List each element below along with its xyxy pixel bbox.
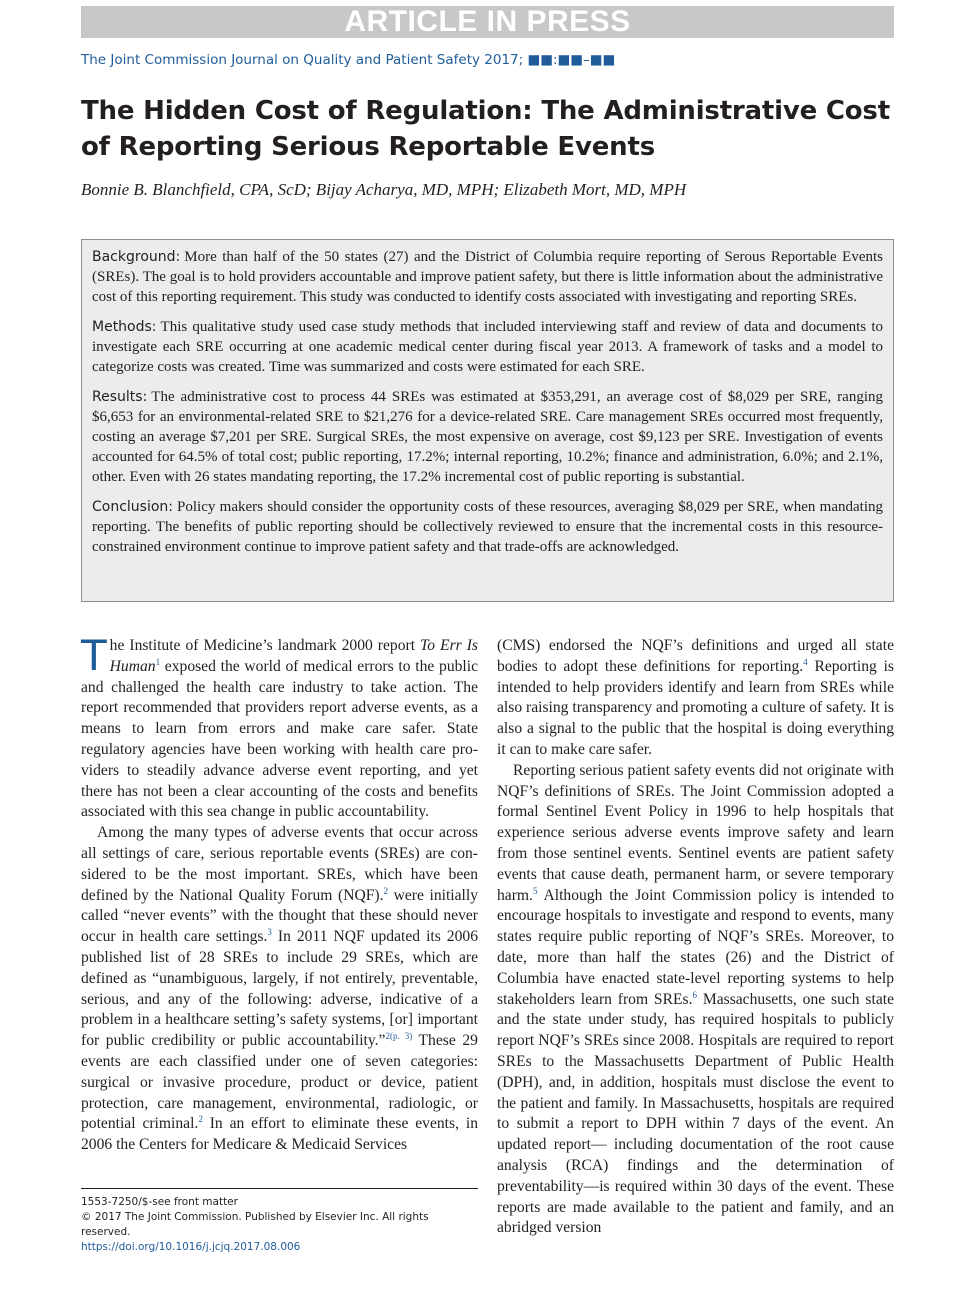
- body-column-right: [497, 636, 894, 1239]
- report-title: To Err Is Human: [109, 637, 478, 675]
- abstract-results: [92, 387, 883, 487]
- reference-link[interactable]: 2: [198, 1114, 203, 1125]
- abstract-conclusion: [92, 497, 883, 557]
- reference-link[interactable]: 1: [155, 656, 161, 667]
- text-run: (CMS) endorsed the NQF’s definitions and urged all state bodies to adopt these definitions for reporting.: [497, 637, 894, 675]
- conclusion-heading: Conclusion:: [92, 499, 174, 515]
- body-paragraph: [497, 636, 894, 761]
- text-run: These 29 events are each classified under one of seven categories: surgical or invasive procedure, product or device, patient protection, care management, environmental, radiologic, or potential criminal.: [81, 1032, 478, 1133]
- article-title: The Hidden Cost of Regulation: The Administrative Cost of Reporting Serious Reportable Events: [81, 96, 890, 162]
- reference-link[interactable]: 6: [692, 989, 697, 1000]
- text-run: Reporting serious patient safety events did not originate with NQF’s definitions of SREs. The Joint Commission adopted a formal Sentinel Event Policy in 1996 to help hospitals that experience serious adverse events improve safety and learn from those sentinel events. Sentinel events are patient safety events that cause death, permanent harm, or severe temporary harm.: [497, 761, 894, 904]
- conclusion-text: Policy makers should consider the opportunity costs of these resources, averaging $8,029 per SRE, when mandating reporting. The benefits of public reporting should be collectively reviewed to ensure that the incremental costs in this resource-constrained environment continue to improve patient safety and that trade-offs are acknowledged.: [92, 499, 883, 555]
- text-run: In 2011 NQF updated its 2006 published list of 28 SREs to include 29 SREs, which are defined as “unambiguous, largely, if not entirely, preventable, serious, and any of the following: adverse, indicative of a problem in a healthcare setting’s safety systems, [or] important for public credibility or public accountability.”: [81, 928, 478, 1050]
- text-run: Although the Joint Commission policy is intended to encourage hospitals to investigate and respond to events, many states require public reporting of NQF’s SREs. Moreover, to date, more than half the states (26) and the District of Columbia have enacted state-level reporting systems to help stakeholders learn from SREs.: [497, 886, 894, 1008]
- reference-link[interactable]: 4: [803, 656, 808, 667]
- copyright-line: © 2017 The Joint Commission. Published by Elsevier Inc. All rights reserved.: [81, 1211, 429, 1238]
- results-heading: Results:: [92, 389, 148, 405]
- drop-cap: T: [81, 631, 107, 680]
- author-list: Bonnie B. Blanchfield, CPA, ScD; Bijay Acharya, MD, MPH; Elizabeth Mort, MD, MPH: [81, 180, 687, 199]
- text-run: Reporting is intended to help providers identify and learn from SREs while also raising transparency and promoting a culture of safety. It is also a signal to the public that the hospital is doing everything it can to make care safer.: [497, 657, 894, 758]
- issn-line: 1553-7250/$-see front matter: [81, 1196, 238, 1208]
- reference-link[interactable]: 5: [532, 885, 538, 896]
- reference-link[interactable]: 3: [267, 927, 272, 938]
- text-run: he Institute of Medicine’s landmark 2000 report: [109, 637, 421, 654]
- abstract-methods: [92, 317, 883, 377]
- body-paragraph: [81, 631, 478, 823]
- text-run: were initially called “never events” with the thought that these should never occur in health care settings.: [81, 886, 478, 946]
- reference-link[interactable]: 2(p. 3): [385, 1031, 413, 1042]
- article-in-press-banner: ARTICLE IN PRESS: [81, 6, 894, 38]
- journal-citation[interactable]: The Joint Commission Journal on Quality and Patient Safety 2017; ■■:■■–■■: [81, 52, 616, 68]
- body-paragraph: [81, 823, 478, 1156]
- results-text: The administrative cost to process 44 SREs was estimated at $353,291, an average cost of $8,029 per SRE, ranging $6,653 for an environmental-related SRE to $21,276 for a device-related SRE. Care management SREs occurred most frequently, costing an average $7,201 per SRE. Surgical SREs, the most expensive on average, cost $9,123 per SRE. Investigation of events accounted for 64.5% of total cost; public reporting, 17.2%; internal reporting, 10.2%; finance and administration, 6.0%; and 2.1%, other. Even with 26 states mandating reporting, the 17.2% incremental cost of public reporting is substantial.: [92, 389, 883, 485]
- methods-text: This qualitative study used case study methods that included interviewing staff and review of data and documents to investigate each SRE occurring at one academic medical center during fiscal year 2013. A framework of tasks and a model to categorize costs was created. Time was summarized and costs were estimated for each SRE.: [92, 319, 883, 375]
- body-paragraph: [497, 761, 894, 1239]
- methods-heading: Methods:: [92, 319, 157, 335]
- body-column-left: [81, 631, 478, 1156]
- text-run: In an effort to eliminate these events, in 2006 the Centers for Medicare & Medicaid Services: [81, 1115, 478, 1154]
- reference-link[interactable]: 2: [383, 885, 388, 896]
- background-text: More than half of the 50 states (27) and the District of Columbia require reporting of Serous Reportable Events (SREs). The goal is to hold providers accountable and improve patient safety, but there is little information about the administrative cost of this reporting requirement. This study was conducted to identify costs associated with investigating and reporting SREs.: [92, 249, 883, 305]
- doi-link[interactable]: https://doi.org/10.1016/j.jcjq.2017.08.006: [81, 1241, 301, 1253]
- abstract-box: [81, 239, 894, 602]
- text-run: exposed the world of medical errors to the public and challenged the health care industry to take action. The report recommended that providers report adverse events, as a means to learn from errors and make care safer. State regulatory agencies have been working with health care providers to steadily advance adverse event reporting, and yet there has not been a clear accounting of the costs and benefits associated with this sea change in public accountability.: [81, 657, 478, 821]
- footnote: [81, 1195, 478, 1255]
- footnote-divider: [81, 1188, 478, 1189]
- background-heading: Background:: [92, 249, 181, 265]
- text-run: Among the many types of adverse events that occur across all settings of care, serious reportable events (SREs) are considered to be the most important. SREs, which have been defined by the National Quality Forum (NQF).: [81, 824, 478, 904]
- abstract-background: [92, 247, 883, 307]
- text-run: Massachusetts, one such state and the state under study, has required hospitals to publicly report NQF’s SREs since 2008. Hospitals are required to report SREs to the Massachusetts Department of Public Health (DPH), and, in addition, hospitals must disclose the event to the patient and family. In Massachusetts, hospitals are required to submit a report to DPH within 7 days of the event. An updated report— including documentation of the root cause analysis (RCA) findings and the determination of preventability—is required within 30 days of the event. These reports are made available to the patient and family, and an abridged version: [497, 990, 894, 1237]
